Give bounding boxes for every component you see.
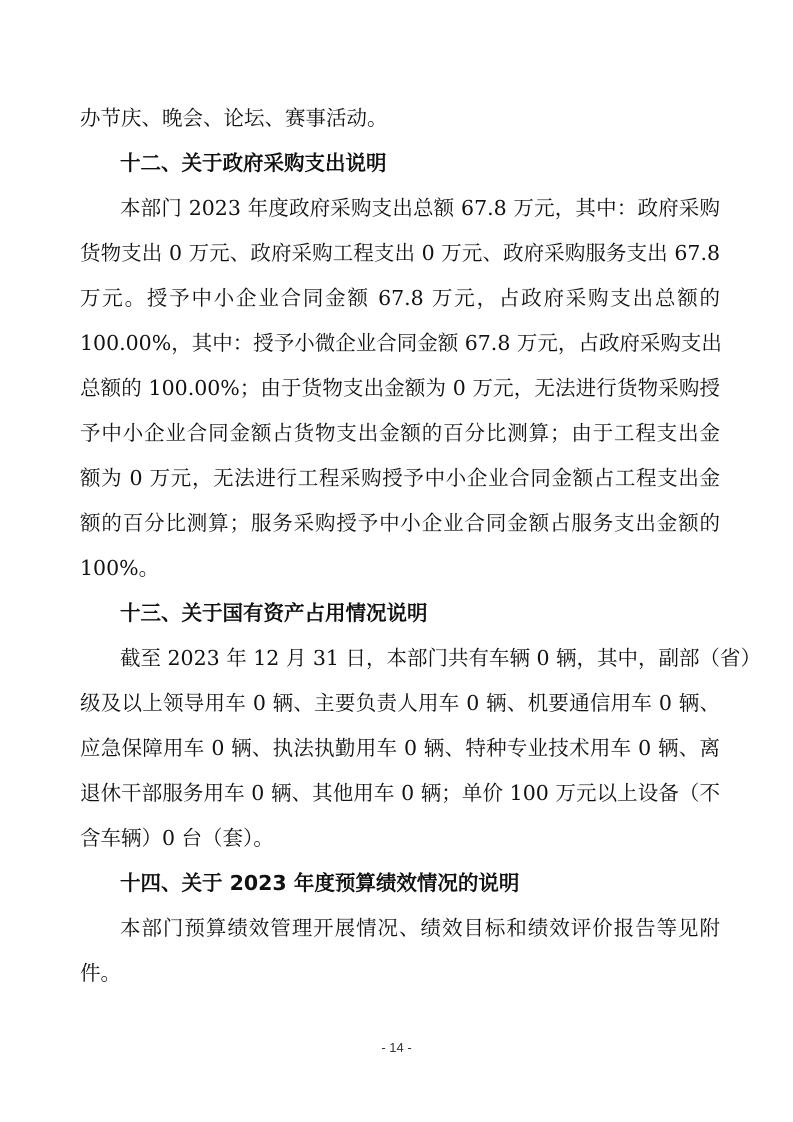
paragraph-line: 100.00%，其中：授予小微企业合同金额 67.8 万元，占政府采购支出 [80, 331, 722, 355]
paragraph-line: 总额的 100.00%；由于货物支出金额为 0 万元，无法进行货物采购授 [80, 376, 720, 400]
paragraph-line: 级及以上领导用车 0 辆、主要负责人用车 0 辆、机要通信用车 0 辆、 [80, 691, 720, 715]
paragraph-line: 货物支出 0 万元、政府采购工程支出 0 万元、政府采购服务支出 67.8 [80, 241, 720, 265]
section-heading-state-assets: 十三、关于国有资产占用情况说明 [120, 601, 428, 625]
section-heading-performance: 十四、关于 2023 年度预算绩效情况的说明 [120, 871, 520, 895]
paragraph-line: 额为 0 万元，无法进行工程采购授予中小企业合同金额占工程支出金 [80, 466, 720, 490]
paragraph-line: 本部门 2023 年度政府采购支出总额 67.8 万元，其中：政府采购 [120, 196, 720, 220]
paragraph-line: 应急保障用车 0 辆、执法执勤用车 0 辆、特种专业技术用车 0 辆、离 [80, 736, 720, 760]
page-number: - 14 - [381, 1040, 412, 1055]
paragraph-line: 万元。授予中小企业合同金额 67.8 万元，占政府采购支出总额的 [80, 286, 720, 310]
paragraph-line: 办节庆、晚会、论坛、赛事活动。 [80, 106, 388, 130]
paragraph-line: 含车辆）0 台（套）。 [80, 826, 274, 850]
paragraph-line: 截至 2023 年 12 月 31 日，本部门共有车辆 0 辆，其中，副部（省） [120, 646, 762, 670]
paragraph-line: 100%。 [80, 556, 160, 580]
paragraph-line: 额的百分比测算；服务采购授予中小企业合同金额占服务支出金额的 [80, 511, 720, 535]
paragraph-line: 退休干部服务用车 0 辆、其他用车 0 辆；单价 100 万元以上设备（不 [80, 781, 720, 805]
paragraph-line: 本部门预算绩效管理开展情况、绩效目标和绩效评价报告等见附 [120, 916, 720, 940]
section-heading-procurement: 十二、关于政府采购支出说明 [120, 151, 387, 175]
paragraph-line: 予中小企业合同金额占货物支出金额的百分比测算；由于工程支出金 [80, 421, 720, 445]
paragraph-line: 件。 [80, 961, 121, 985]
